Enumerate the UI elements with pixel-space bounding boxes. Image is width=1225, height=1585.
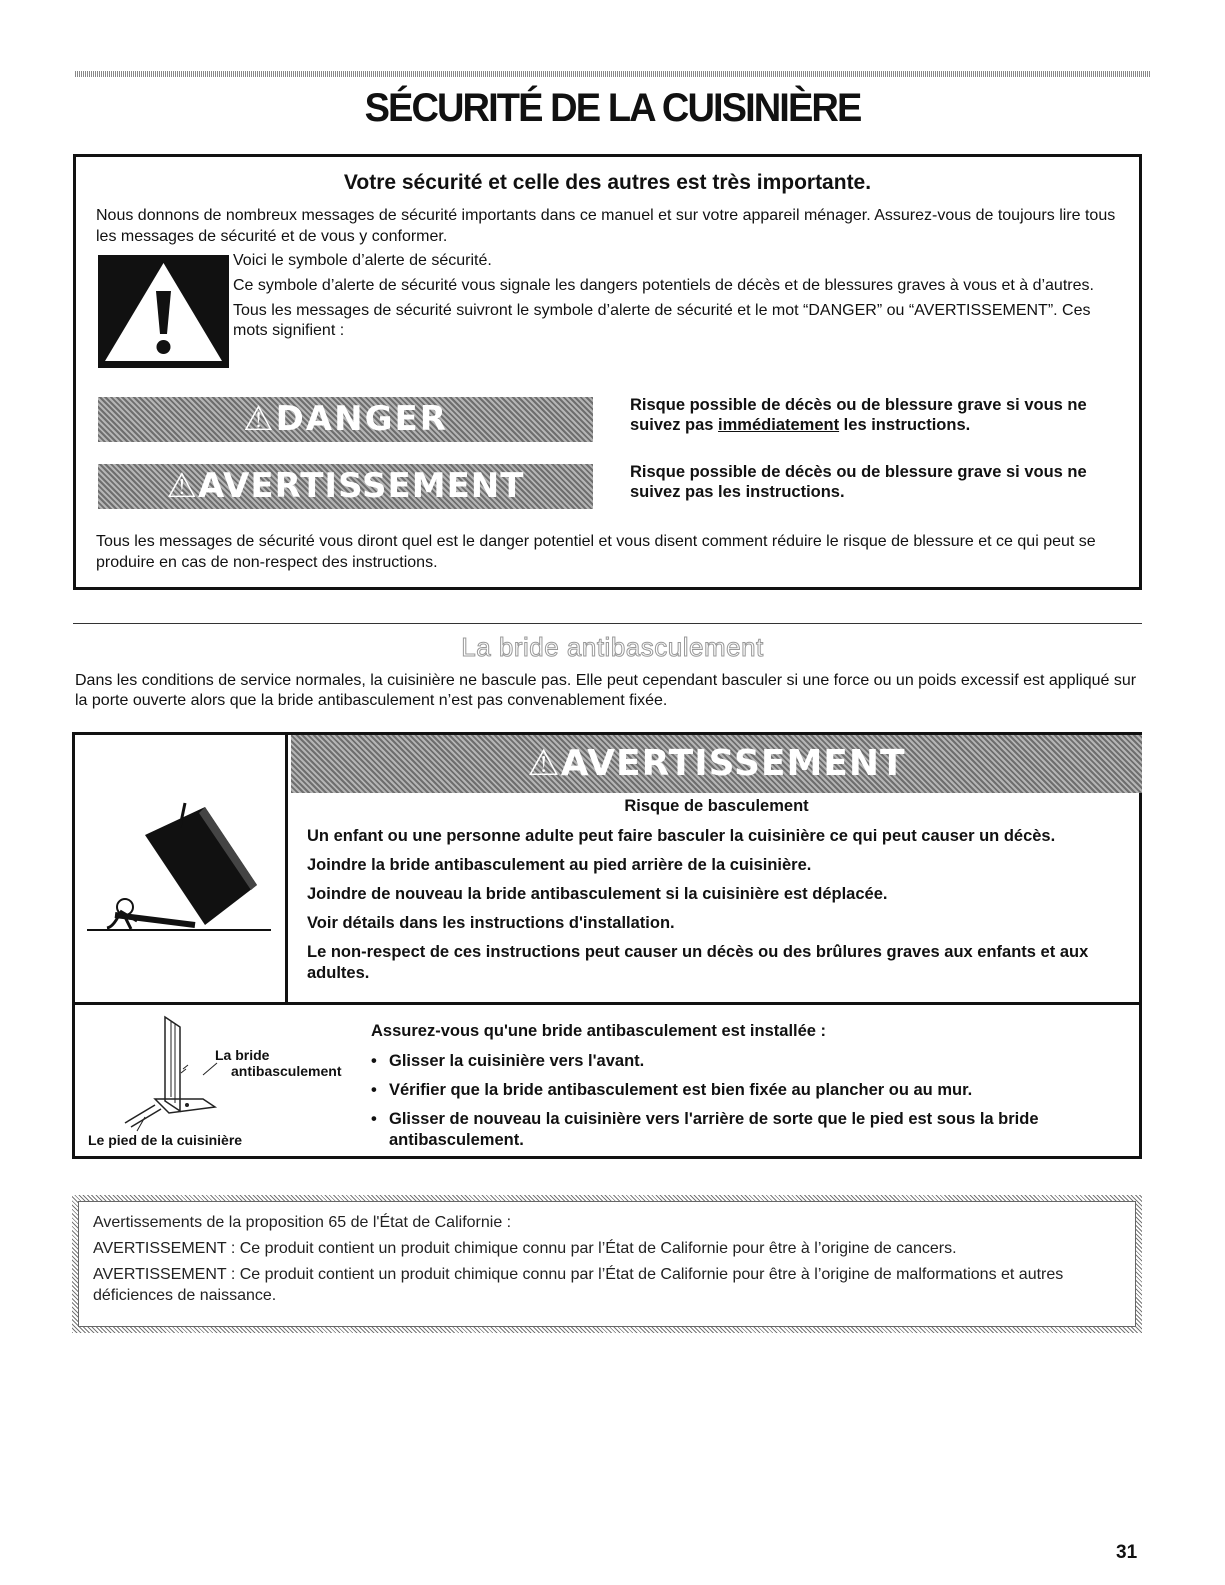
bracket-label: La bride	[215, 1047, 270, 1063]
prop65-content	[78, 1201, 1136, 1327]
warning-line: Voir détails dans les instructions d'installation.	[307, 914, 675, 932]
symbol-line-3: Tous les messages de sécurité suivront le symbole d’alerte de sécurité et le mot “DANGER” ou “AVERTISSEMENT”. Ces mots signifient :	[233, 302, 1091, 339]
tip-over-warning-box	[72, 732, 1142, 1159]
warning-line: Le non-respect de ces instructions peut causer un décès ou des brûlures graves aux enfants et aux adultes.	[307, 943, 1089, 982]
prop65-line-2: AVERTISSEMENT : Ce produit contient un produit chimique connu par l’État de Californie pour être à l’origine de cancers.	[93, 1240, 957, 1257]
danger-desc-part-a: Risque possible de décès ou de blessure grave si vous ne suivez pas	[630, 396, 1087, 434]
safety-outro: Tous les messages de sécurité vous diront quel est le danger potentiel et vous disent comment réduire le risque de blessure et ce qui peut se produire en cas de non-respect des instructions.	[96, 533, 1096, 571]
bracket-label-2: antibasculement	[231, 1063, 342, 1079]
hazard-title: Risque de basculement	[624, 797, 809, 815]
avertissement-description: Risque possible de décès ou de blessure grave si vous ne suivez pas les instructions.	[630, 463, 1087, 501]
warning-lines	[307, 826, 1127, 992]
prop65-line-1: Avertissements de la proposition 65 de l'État de Californie :	[93, 1214, 512, 1231]
warning-triangle-icon: ⚠	[166, 466, 199, 506]
danger-desc-part-b: les instructions.	[839, 416, 971, 434]
step-item: • Glisser la cuisinière vers l'avant.	[371, 1051, 1131, 1072]
warning-triangle-icon: ⚠	[527, 743, 561, 784]
step-item: • Glisser de nouveau la cuisinière vers l'arrière de sorte que le pied est sous la bride antibasculement.	[371, 1109, 1131, 1151]
avertissement-signal-banner	[98, 464, 593, 509]
prop65-line-3: AVERTISSEMENT : Ce produit contient un produit chimique connu par l’État de Californie pour être à l’origine de malformations et autres déficiences de naissance.	[93, 1266, 1064, 1304]
symbol-line-2: Ce symbole d’alerte de sécurité vous signale les dangers potentiels de décès et de blessures graves à vous et à d’autres.	[233, 277, 1094, 294]
warning-banner	[291, 735, 1142, 793]
danger-signal-banner	[98, 397, 593, 442]
avertissement-label: AVERTISSEMENT	[198, 466, 525, 506]
foot-label: Le pied de la cuisinière	[88, 1132, 243, 1148]
bracket-illustration	[85, 1013, 355, 1153]
warning-triangle-icon: ⚠	[243, 399, 276, 439]
warning-line: Joindre la bride antibasculement au pied arrière de la cuisinière.	[307, 856, 812, 874]
danger-description	[630, 395, 1130, 435]
installation-steps	[371, 1021, 1131, 1159]
warning-line: Joindre de nouveau la bride antibasculement si la cuisinière est déplacée.	[307, 885, 888, 903]
safety-alert-icon	[98, 255, 229, 368]
symbol-line-1: Voici le symbole d’alerte de sécurité.	[233, 252, 492, 269]
warning-line: Un enfant ou une personne adulte peut faire basculer la cuisinière ce qui peut causer un décès.	[307, 827, 1056, 845]
steps-lead: Assurez-vous qu'une bride antibasculement est installée :	[371, 1022, 827, 1040]
tip-over-illustration	[75, 735, 288, 1005]
top-rule	[75, 71, 1150, 77]
section-text: Dans les conditions de service normales, la cuisinière ne bascule pas. Elle peut cependant basculer si une force ou un poids excessif est appliqué sur la porte ouverte alors que la bride antibasculement n’est pas convenablement fixée.	[75, 672, 1137, 709]
safety-box	[73, 154, 1142, 590]
step-item: • Vérifier que la bride antibasculement est bien fixée au plancher ou au mur.	[371, 1080, 1131, 1101]
section-rule	[73, 623, 1142, 624]
page-title: SÉCURITÉ DE LA CUISINIÈRE	[364, 86, 861, 130]
warning-banner-label: AVERTISSEMENT	[560, 743, 906, 784]
safety-heading: Votre sécurité et celle des autres est très importante.	[343, 171, 872, 194]
danger-label: DANGER	[275, 399, 448, 439]
warning-divider	[75, 1002, 1139, 1005]
prop65-box	[72, 1195, 1142, 1333]
safety-intro: Nous donnons de nombreux messages de sécurité importants dans ce manuel et sur votre appareil ménager. Assurez-vous de toujours lire tous les messages de sécurité et de vous y conformer.	[96, 207, 1116, 245]
section-title: La bride antibasculement	[461, 632, 764, 662]
page-number: 31	[1116, 1542, 1138, 1563]
symbol-description	[233, 251, 1113, 346]
danger-desc-underlined: immédiatement	[718, 416, 840, 434]
